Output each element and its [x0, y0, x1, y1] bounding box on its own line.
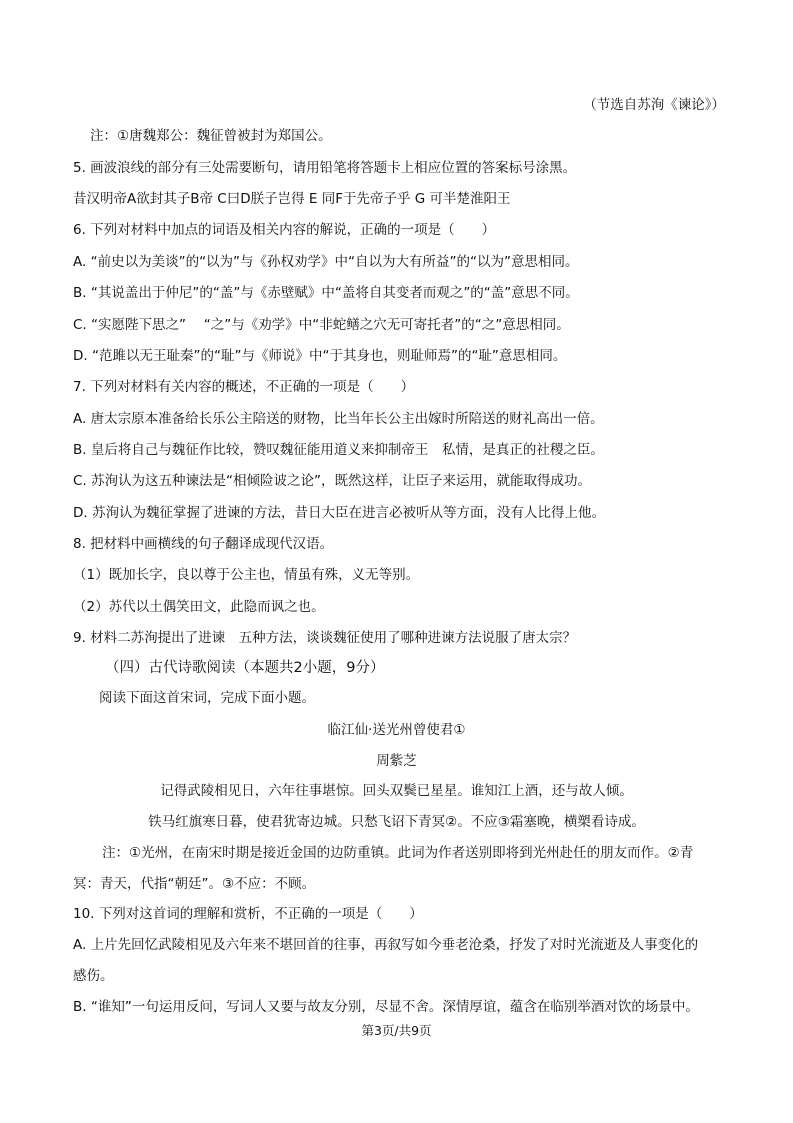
q7-option-a: A. 唐太宗原本准备给长乐公主陪送的财物，比当年长公主出嫁时所陪送的财礼高出一倍。 [73, 411, 604, 427]
question-8: 8. 把材料中画横线的句子翻译成现代汉语。 [73, 536, 334, 552]
question-5: 5. 画波浪线的部分有三处需要断句，请用铅笔将答题卡上相应位置的答案标号涂黑。 [73, 160, 577, 176]
q8-item-2: （2）苏代以土偶笑田文，此隐而讽之也。 [73, 599, 325, 615]
q8-item-1: （1）既加长字，良以尊于公主也，情虽有殊，义无等别。 [73, 567, 420, 583]
q7-option-d: D. 苏洵认为魏征掌握了进谏的方法，昔日大臣在进言必被听从等方面，没有人比得上他。 [73, 505, 605, 521]
q10-option-a-line-1: A. 上片先回忆武陵相见及六年来不堪回首的往事，再叙写如今垂老沧桑，抒发了对时光流逝及人事变化的 [73, 937, 699, 953]
q6-option-d: D. “范雎以无王耻秦”的“耻”与《师说》中“于其身也，则耻师焉”的“耻”意思相同。 [73, 348, 567, 364]
source-citation: （节选自苏洵《谏论》） [583, 97, 725, 113]
q7-option-b: B. 皇后将自己与魏征作比较，赞叹魏征能用道义来抑制帝王 私情，是真正的社稷之臣。 [73, 442, 604, 458]
poem-title: 临江仙·送光州曾使君① [327, 722, 466, 738]
question-5-text: 昔汉明帝A欲封其子B帝 C曰D朕子岂得 E 同F于先帝子乎 G 可半楚淮阳王 [73, 191, 511, 207]
q6-option-a: A. “前史以为美谈”的“以为”与《孙权劝学》中“自以为大有所益”的“以为”意思相同。 [73, 254, 579, 270]
q6-option-c: C. “实愿陛下思之” “之”与《劝学》中“非蛇鳝之穴无可寄托者”的“之”意思相同。 [73, 317, 570, 333]
page-footer: 第3页/共9页 [361, 1023, 432, 1038]
q10-option-a-line-2: 感伤。 [73, 968, 114, 984]
question-7: 7. 下列对材料有关内容的概述，不正确的一项是（ ） [73, 379, 415, 395]
poem-author: 周紫芝 [376, 753, 417, 769]
section-heading: （四）古代诗歌阅读（本题共2小题，9分） [105, 660, 385, 676]
q6-option-b: B. “其说盖出于仲尼”的“盖”与《赤壁赋》中“盖将自其变者而观之”的“盖”意思不同。 [73, 285, 579, 301]
instruction: 阅读下面这首宋词，完成下面小题。 [99, 690, 315, 706]
poem-line-2: 铁马红旗寒日暮，使君犹寄边城。只愁飞诏下青冥②。不应③霜塞晚，横槊看诗成。 [148, 814, 645, 830]
q10-option-b: B. “谁知”一句运用反问，写词人又要与故友分别，尽显不舍。深情厚谊，蕴含在临别举酒对饮的场景中。 [73, 999, 699, 1015]
note-2-line-1: 注：①光州，在南宋时期是接近金国的边防重镇。此词为作者送别即将到光州赴任的朋友而作。②青 [102, 845, 694, 861]
note-1: 注：①唐魏郑公：魏征曾被封为郑国公。 [90, 128, 332, 144]
question-10: 10. 下列对这首词的理解和赏析，不正确的一项是（ ） [73, 906, 423, 922]
question-9: 9. 材料二苏洵提出了进谏 五种方法，谈谈魏征使用了哪种进谏方法说服了唐太宗？ [73, 630, 577, 646]
q7-option-c: C. 苏洵认为这五种谏法是“相倾险诐之论”，既然这样，让臣子来运用，就能取得成功。 [73, 473, 591, 489]
poem-line-1: 记得武陵相见日，六年往事堪惊。回头双鬓已星星。谁知江上酒，还与故人倾。 [160, 783, 633, 799]
note-2-line-2: 冥：青天，代指“朝廷”。③不应：不顾。 [73, 876, 316, 892]
question-6: 6. 下列对材料中加点的词语及相关内容的解说，正确的一项是（ ） [73, 222, 496, 238]
